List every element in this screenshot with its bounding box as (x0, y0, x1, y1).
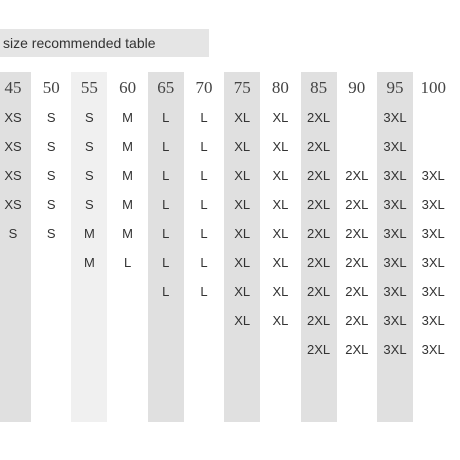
size-cell: S (46, 197, 56, 212)
size-column-95 (377, 72, 413, 422)
column-header: 100 (420, 78, 446, 97)
size-cell: 3XL (421, 313, 445, 328)
size-cell: M (122, 110, 134, 125)
size-column-70 (186, 72, 222, 422)
size-cell: L (200, 110, 208, 125)
size-cell: S (85, 168, 94, 183)
size-cell: M (122, 139, 134, 154)
size-cell: XL (234, 255, 251, 270)
size-cell: XL (234, 284, 251, 299)
size-cell: S (46, 168, 56, 183)
column-header: 70 (195, 78, 213, 97)
size-cell: L (200, 139, 208, 154)
size-cell: XL (272, 197, 289, 212)
size-cell: 2XL (345, 255, 369, 270)
size-cell: XL (272, 284, 289, 299)
size-cell: 2XL (307, 226, 331, 241)
size-cell: S (46, 139, 56, 154)
size-cell: M (83, 255, 95, 270)
size-table (0, 72, 460, 422)
size-cell: L (162, 284, 170, 299)
size-cell: L (162, 226, 170, 241)
size-cell: M (83, 226, 95, 241)
size-cell: 2XL (307, 110, 331, 125)
size-cell: 3XL (421, 342, 445, 357)
size-cell: 2XL (307, 139, 331, 154)
size-cell: XL (272, 139, 289, 154)
size-cell: 3XL (383, 168, 407, 183)
column-header: 80 (271, 78, 289, 97)
size-column-100 (415, 72, 451, 422)
size-cell: L (200, 168, 208, 183)
size-cell: 3XL (421, 168, 445, 183)
size-cell: L (123, 255, 132, 270)
column-header: 50 (42, 78, 60, 97)
column-header: 60 (119, 78, 137, 97)
size-cell: XS (4, 139, 22, 154)
size-cell: S (85, 139, 94, 154)
size-cell: M (122, 197, 134, 212)
size-cell: 2XL (307, 168, 331, 183)
size-column-90 (339, 72, 375, 422)
size-cell: XL (234, 139, 251, 154)
size-cell: 3XL (383, 197, 407, 212)
size-cell: M (122, 168, 134, 183)
table-title: size recommended table (3, 35, 156, 51)
size-column-55 (71, 72, 107, 422)
column-header: 95 (386, 78, 404, 97)
size-cell: 2XL (307, 255, 331, 270)
column-header: 55 (80, 78, 98, 97)
size-cell: XL (234, 197, 251, 212)
size-column-50 (33, 72, 69, 422)
size-cell: 3XL (383, 226, 407, 241)
size-cell: 2XL (307, 284, 331, 299)
size-cell: 2XL (345, 168, 369, 183)
size-cell: L (162, 168, 170, 183)
size-cell: L (162, 110, 170, 125)
size-cell: XS (4, 168, 22, 183)
size-cell: 2XL (307, 313, 331, 328)
size-cell: 3XL (383, 284, 407, 299)
size-cell: XL (234, 168, 251, 183)
size-cell: 2XL (307, 197, 331, 212)
size-cell: 2XL (345, 313, 369, 328)
size-cell: 3XL (383, 342, 407, 357)
size-cell: 2XL (345, 226, 369, 241)
size-cell: 3XL (421, 284, 445, 299)
size-cell: 3XL (383, 255, 407, 270)
column-header: 65 (157, 78, 175, 97)
column-header: 75 (233, 78, 251, 97)
size-column-85 (301, 72, 337, 422)
size-column-60 (110, 72, 146, 422)
size-column-75 (224, 72, 260, 422)
column-header: 45 (4, 78, 22, 97)
size-cell: XL (234, 313, 251, 328)
size-cell: M (122, 226, 134, 241)
size-cell: XS (4, 197, 22, 212)
size-cell: L (200, 255, 208, 270)
size-cell: XL (234, 110, 251, 125)
size-cell: 2XL (345, 342, 369, 357)
column-header: 90 (348, 78, 366, 97)
size-column-45 (0, 72, 31, 422)
size-cell: 2XL (345, 197, 369, 212)
size-cell: 2XL (307, 342, 331, 357)
size-cell: XL (234, 226, 251, 241)
size-cell: 3XL (421, 255, 445, 270)
size-cell: XL (272, 110, 289, 125)
size-column-65 (148, 72, 184, 422)
size-cell: L (200, 197, 208, 212)
size-column-80 (262, 72, 298, 422)
size-cell: 3XL (421, 197, 445, 212)
size-cell: S (46, 110, 56, 125)
column-header: 85 (310, 78, 328, 97)
size-cell: S (85, 110, 94, 125)
size-cell: XS (4, 110, 22, 125)
size-cell: 2XL (345, 284, 369, 299)
size-cell: 3XL (383, 139, 407, 154)
size-cell: 3XL (421, 226, 445, 241)
title-bar (0, 29, 209, 57)
size-cell: 3XL (383, 110, 407, 125)
size-cell: XL (272, 226, 289, 241)
size-cell: S (85, 197, 94, 212)
size-cell: L (162, 139, 170, 154)
size-cell: XL (272, 255, 289, 270)
size-cell: XL (272, 168, 289, 183)
size-cell: L (200, 226, 208, 241)
size-cell: L (162, 197, 170, 212)
size-cell: S (46, 226, 56, 241)
size-cell: 3XL (383, 313, 407, 328)
size-cell: L (162, 255, 170, 270)
size-cell: XL (272, 313, 289, 328)
size-cell: S (8, 226, 18, 241)
size-cell: L (200, 284, 208, 299)
